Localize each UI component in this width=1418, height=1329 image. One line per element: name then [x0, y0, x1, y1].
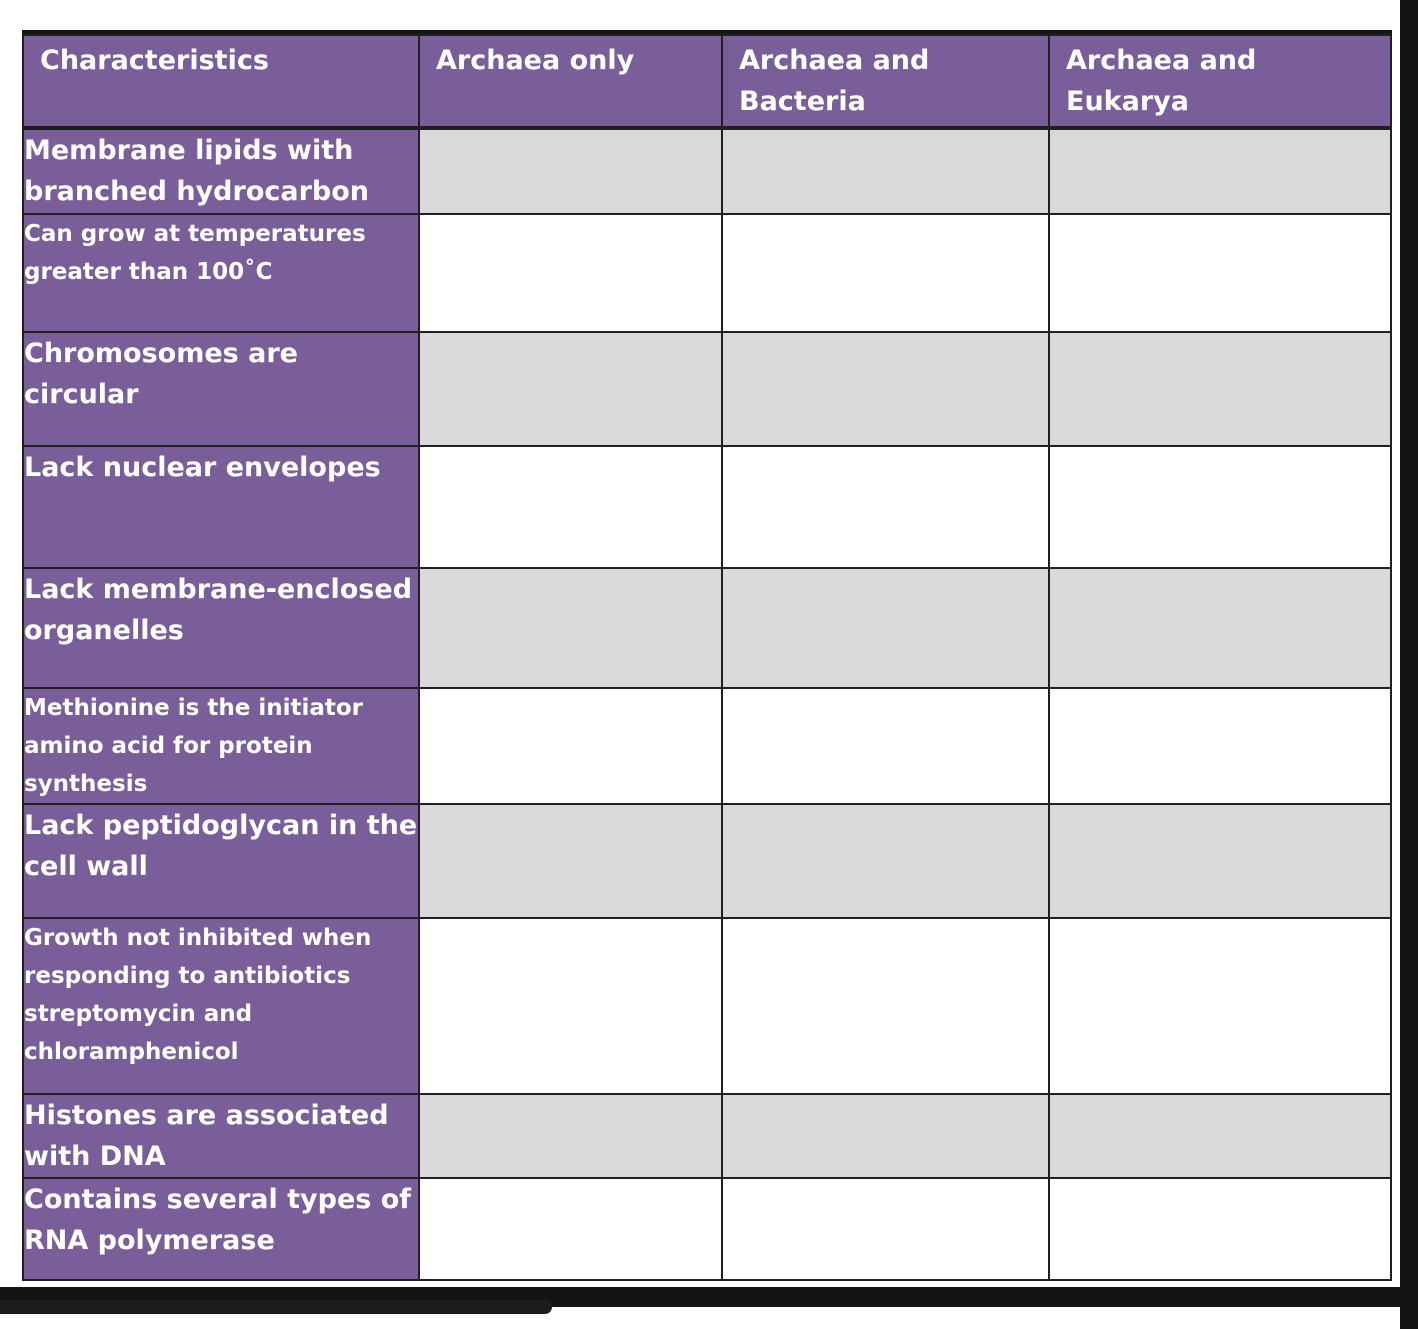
domain-comparison-table	[22, 34, 1392, 1281]
table-row	[23, 1094, 1391, 1178]
header-archaea-and-eukarya: Archaea and Eukarya	[1049, 35, 1391, 128]
characteristic-cell: Can grow at temperatures greater than 100˚C	[23, 214, 419, 332]
answer-cell-archaea-and-eukarya[interactable]	[1049, 332, 1391, 446]
table-row	[23, 1178, 1391, 1280]
table-row	[23, 918, 1391, 1094]
table-row	[23, 804, 1391, 918]
answer-cell-archaea-and-eukarya[interactable]	[1049, 804, 1391, 918]
characteristic-cell: Membrane lipids with branched hydrocarbon	[23, 128, 419, 214]
characteristic-cell: Chromosomes are circular	[23, 332, 419, 446]
answer-cell-archaea-and-bacteria[interactable]	[722, 332, 1049, 446]
table-row	[23, 128, 1391, 214]
header-characteristics: Characteristics	[23, 35, 419, 128]
answer-cell-archaea-and-eukarya[interactable]	[1049, 128, 1391, 214]
answer-cell-archaea-only[interactable]	[419, 214, 722, 332]
answer-cell-archaea-and-bacteria[interactable]	[722, 128, 1049, 214]
characteristic-cell: Lack membrane-enclosed organelles	[23, 568, 419, 688]
table-row	[23, 332, 1391, 446]
answer-cell-archaea-and-eukarya[interactable]	[1049, 214, 1391, 332]
answer-cell-archaea-and-eukarya[interactable]	[1049, 568, 1391, 688]
header-archaea-and-bacteria: Archaea and Bacteria	[722, 35, 1049, 128]
answer-cell-archaea-and-eukarya[interactable]	[1049, 446, 1391, 568]
characteristic-cell: Lack peptidoglycan in the cell wall	[23, 804, 419, 918]
answer-cell-archaea-and-bacteria[interactable]	[722, 568, 1049, 688]
answer-cell-archaea-and-eukarya[interactable]	[1049, 1094, 1391, 1178]
horizontal-scrollbar-thumb[interactable]	[0, 1300, 552, 1314]
answer-cell-archaea-only[interactable]	[419, 1094, 722, 1178]
header-row	[23, 35, 1391, 128]
characteristic-cell: Contains several types of RNA polymerase	[23, 1178, 419, 1280]
answer-cell-archaea-only[interactable]	[419, 918, 722, 1094]
table-row	[23, 688, 1391, 804]
answer-cell-archaea-only[interactable]	[419, 128, 722, 214]
characteristic-cell: Lack nuclear envelopes	[23, 446, 419, 568]
answer-cell-archaea-only[interactable]	[419, 804, 722, 918]
window-edge-right	[1400, 0, 1418, 1329]
answer-cell-archaea-and-bacteria[interactable]	[722, 1178, 1049, 1280]
answer-cell-archaea-and-bacteria[interactable]	[722, 918, 1049, 1094]
answer-cell-archaea-and-bacteria[interactable]	[722, 688, 1049, 804]
characteristic-cell: Methionine is the initiator amino acid for protein synthesis	[23, 688, 419, 804]
header-archaea-only: Archaea only	[419, 35, 722, 128]
answer-cell-archaea-and-bacteria[interactable]	[722, 1094, 1049, 1178]
table-row	[23, 446, 1391, 568]
answer-cell-archaea-and-bacteria[interactable]	[722, 804, 1049, 918]
table-row	[23, 214, 1391, 332]
answer-cell-archaea-only[interactable]	[419, 568, 722, 688]
answer-cell-archaea-and-eukarya[interactable]	[1049, 688, 1391, 804]
characteristic-cell: Growth not inhibited when responding to antibiotics streptomycin and chloramphenicol	[23, 918, 419, 1094]
table-row	[23, 568, 1391, 688]
answer-cell-archaea-and-bacteria[interactable]	[722, 446, 1049, 568]
answer-cell-archaea-and-eukarya[interactable]	[1049, 1178, 1391, 1280]
answer-cell-archaea-only[interactable]	[419, 446, 722, 568]
answer-cell-archaea-and-eukarya[interactable]	[1049, 918, 1391, 1094]
answer-cell-archaea-only[interactable]	[419, 332, 722, 446]
answer-cell-archaea-and-bacteria[interactable]	[722, 214, 1049, 332]
answer-cell-archaea-only[interactable]	[419, 1178, 722, 1280]
answer-cell-archaea-only[interactable]	[419, 688, 722, 804]
characteristic-cell: Histones are associated with DNA	[23, 1094, 419, 1178]
